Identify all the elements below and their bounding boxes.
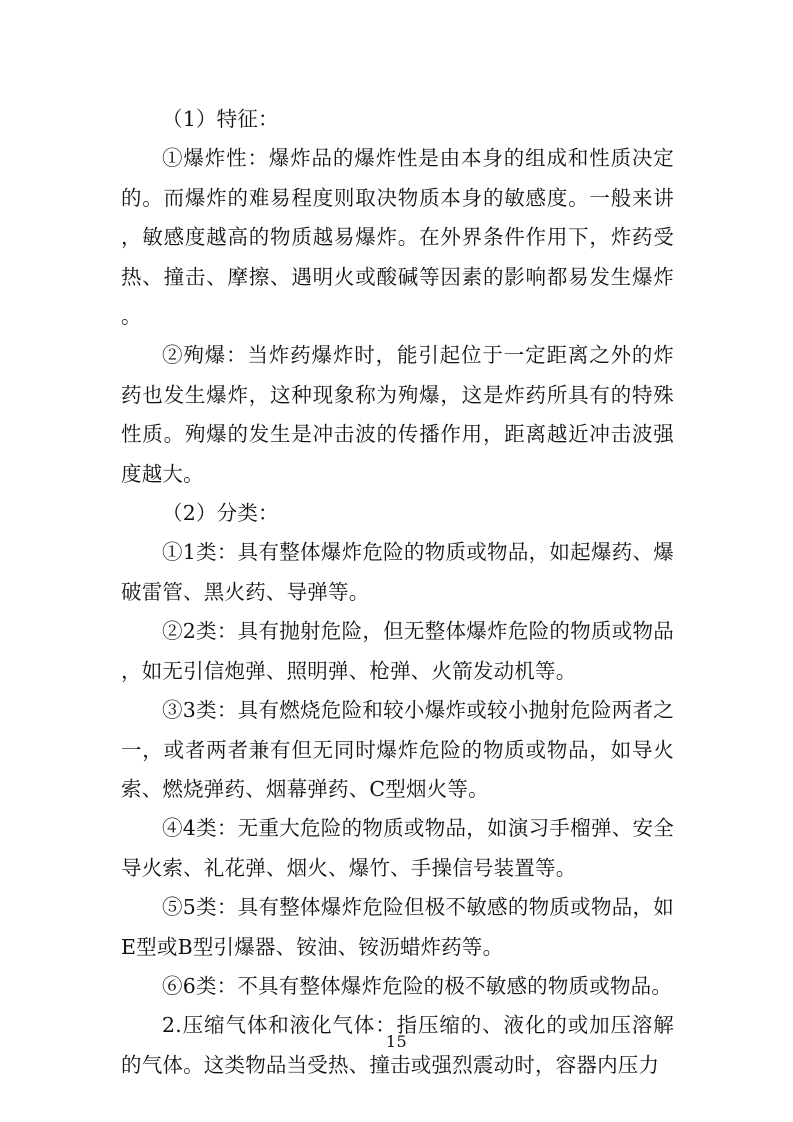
- heading-classification: （2）分类：: [162, 501, 279, 526]
- paragraph-class-1: ①1类：具有整体爆炸危险的物质或物品，如起爆药、爆破雷管、黑火药、导弹等。: [121, 540, 674, 604]
- paragraph-class-2: ②2类：具有抛射危险，但无整体爆炸危险的物质或物品，如无引信炮弹、照明弹、枪弹、火箭发动机等。: [121, 619, 674, 683]
- paragraph-class-3: ③3类：具有燃烧危险和较小爆炸或较小抛射危险两者之一，或者两者兼有但无同时爆炸危险的物质或物品，如导火索、燃烧弹药、烟幕弹药、C型烟火等。: [121, 698, 674, 801]
- paragraph-explosiveness: ①爆炸性：爆炸品的爆炸性是由本身的组成和性质决定的。而爆炸的难易程度则取决物质本身的敏感度。一般来讲，敏感度越高的物质越易爆炸。在外界条件作用下，炸药受热、撞击、摩擦、遇明火或酸碱等因素的影响都易发生爆炸。: [121, 146, 674, 329]
- body-text: [121, 100, 674, 1085]
- paragraph-sympathetic-detonation: ②殉爆：当炸药爆炸时，能引起位于一定距离之外的炸药也发生爆炸，这种现象称为殉爆，这是炸药所具有的特殊性质。殉爆的发生是冲击波的传播作用，距离越近冲击波强度越大。: [121, 343, 674, 486]
- heading-characteristics: （1）特征：: [162, 107, 279, 131]
- paragraph-class-6: ⑥6类：不具有整体爆炸危险的极不敏感的物质或物品。: [162, 973, 673, 998]
- paragraph-class-5: ⑤5类：具有整体爆炸危险但极不敏感的物质或物品，如E型或B型引爆器、铵油、铵沥蜡炸药等。: [121, 895, 674, 959]
- paragraph-class-4: ④4类：无重大危险的物质或物品，如演习手榴弹、安全导火索、礼花弹、烟火、爆竹、手操信号装置等。: [121, 816, 674, 880]
- paragraph-compressed-gases: 2.压缩气体和液化气体：指压缩的、液化的或加压溶解的气体。这类物品当受热、撞击或强烈震动时，容器内压力: [121, 1013, 674, 1077]
- page-number: 15: [385, 1032, 408, 1051]
